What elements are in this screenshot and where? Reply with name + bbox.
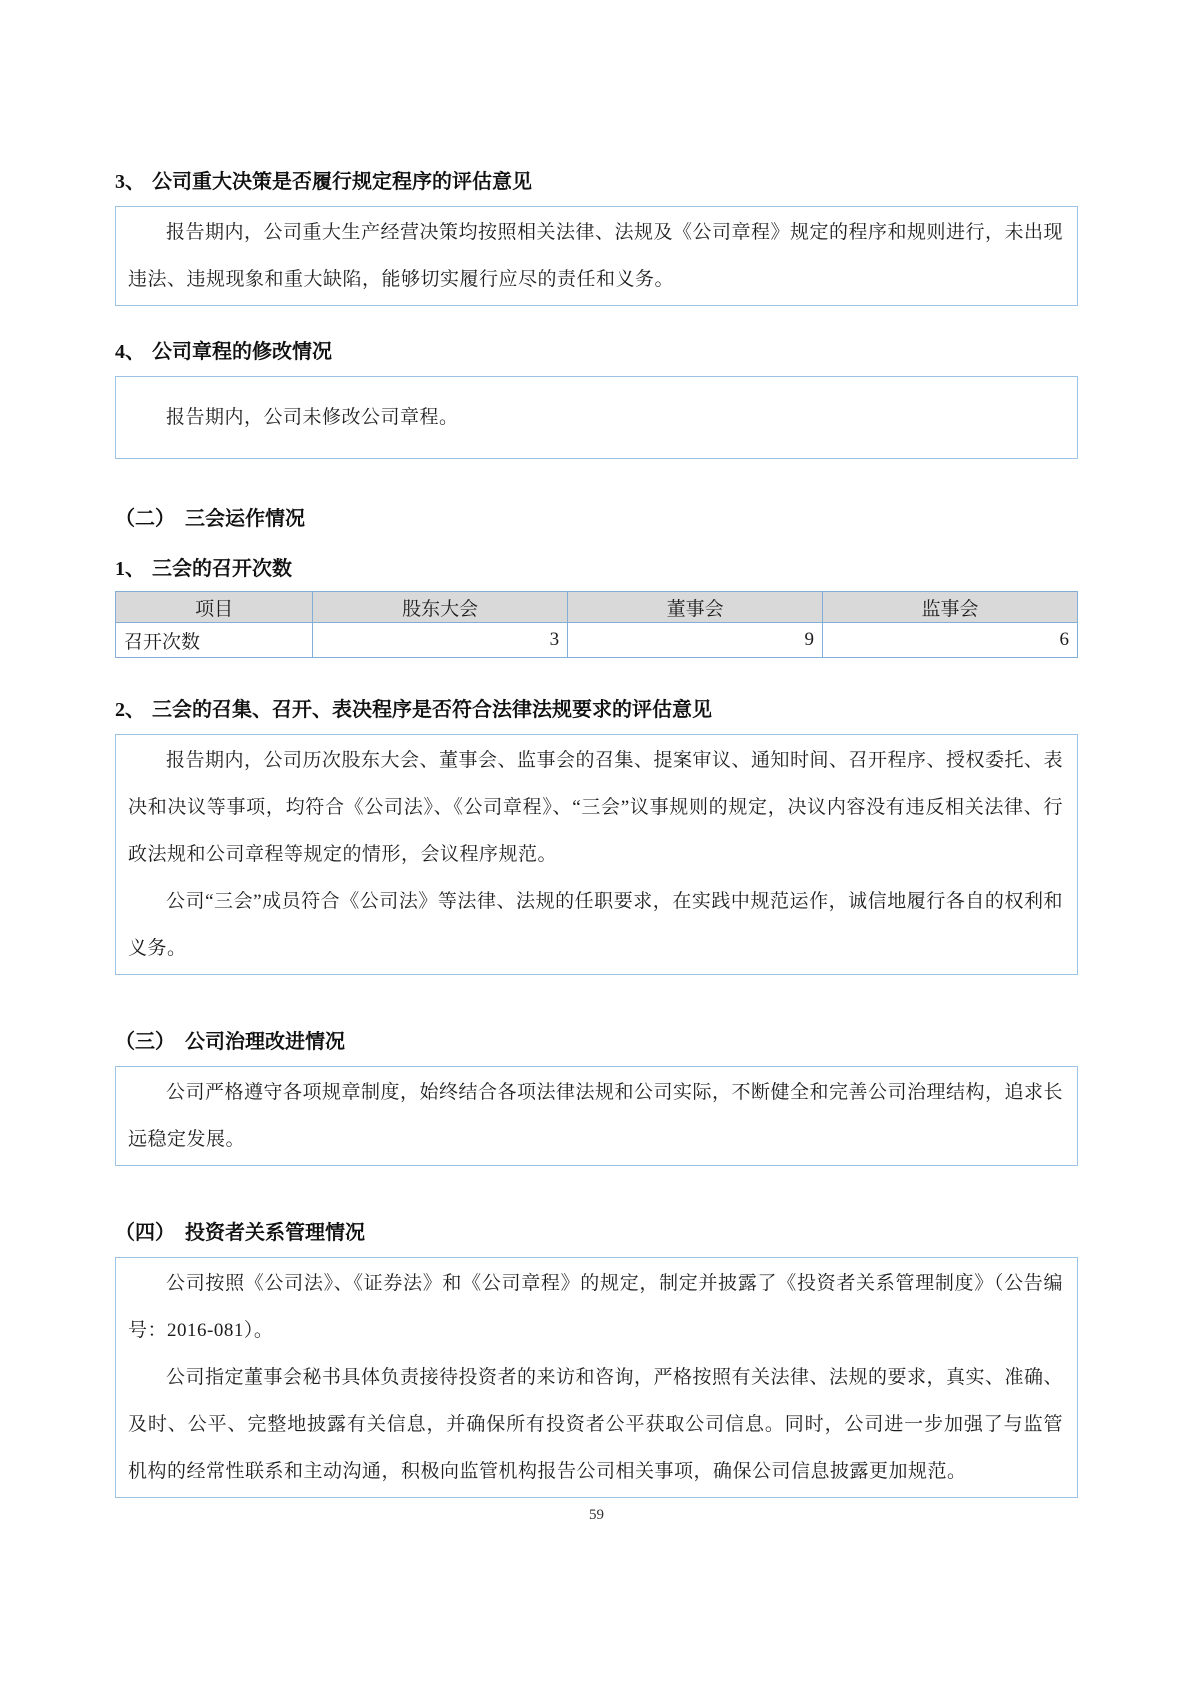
heading-title: 三会的召开次数	[152, 558, 292, 580]
heading-meeting-counts	[115, 555, 1078, 583]
textbox-charter-amendment	[115, 376, 1078, 459]
textbox-meeting-procedures	[115, 734, 1078, 975]
heading-meeting-procedures	[115, 696, 1078, 724]
table-header-row	[116, 592, 1078, 623]
table-header-supervisory: 监事会	[823, 592, 1078, 623]
table-cell-board-count: 9	[568, 623, 823, 658]
table-row	[116, 623, 1078, 658]
meeting-counts-table	[115, 591, 1078, 658]
paragraph: 公司指定董事会秘书具体负责接待投资者的来访和咨询，严格按照有关法律、法规的要求，真实、准确、及时、公平、完整地披露有关信息，并确保所有投资者公平获取公司信息。同时，公司进一步加强了与监管机构的经常性联系和主动沟通，积极向监管机构报告公司相关事项，确保公司信息披露更加规范。	[128, 1367, 1064, 1482]
heading-number: 2、	[115, 699, 145, 721]
page-number: 59	[589, 1507, 604, 1523]
table-cell-supervisory-count: 6	[823, 623, 1078, 658]
paragraph: 报告期内，公司未修改公司章程。	[166, 407, 459, 428]
heading-title: 三会的召集、召开、表决程序是否符合法律法规要求的评估意见	[152, 699, 712, 721]
textbox-governance-improvement	[115, 1066, 1078, 1166]
paragraph: 公司按照《公司法》、《证券法》和《公司章程》的规定，制定并披露了《投资者关系管理制度》（公告编号：2016-081）。	[128, 1273, 1063, 1341]
heading-charter-amendment	[115, 338, 1078, 366]
table-header-item: 项目	[116, 592, 313, 623]
textbox-major-decisions	[115, 206, 1078, 306]
paragraph: 公司“三会”成员符合《公司法》等法律、法规的任职要求，在实践中规范运作，诚信地履行各自的权利和义务。	[128, 891, 1063, 959]
heading-title: 公司重大决策是否履行规定程序的评估意见	[152, 171, 532, 193]
heading-investor-relations	[115, 1219, 1078, 1247]
heading-number: （四）	[115, 1222, 175, 1244]
heading-number: 3、	[115, 171, 145, 193]
table-cell-label: 召开次数	[116, 623, 313, 658]
heading-number: （三）	[115, 1031, 175, 1053]
paragraph: 报告期内，公司重大生产经营决策均按照相关法律、法规及《公司章程》规定的程序和规则进行，未出现违法、违规现象和重大缺陷，能够切实履行应尽的责任和义务。	[128, 222, 1064, 290]
heading-major-decisions	[115, 168, 1078, 196]
heading-number: 4、	[115, 341, 145, 363]
heading-title: 公司治理改进情况	[185, 1031, 345, 1053]
paragraph: 报告期内，公司历次股东大会、董事会、监事会的召集、提案审议、通知时间、召开程序、授权委托、表决和决议等事项，均符合《公司法》、《公司章程》、“三会”议事规则的规定，决议内容没有违反相关法律、行政法规和公司章程等规定的情形，会议程序规范。	[128, 750, 1064, 865]
heading-governance-improvement	[115, 1028, 1078, 1056]
table-cell-shareholder-count: 3	[313, 623, 568, 658]
heading-three-meetings	[115, 505, 1078, 533]
heading-number: 1、	[115, 558, 145, 580]
table-header-shareholder-meeting: 股东大会	[313, 592, 568, 623]
heading-title: 投资者关系管理情况	[185, 1222, 365, 1244]
paragraph: 公司严格遵守各项规章制度，始终结合各项法律法规和公司实际，不断健全和完善公司治理结构，追求长远稳定发展。	[128, 1082, 1064, 1150]
heading-title: 公司章程的修改情况	[152, 341, 332, 363]
heading-number: （二）	[115, 508, 175, 530]
textbox-investor-relations	[115, 1257, 1078, 1498]
table-header-board: 董事会	[568, 592, 823, 623]
heading-title: 三会运作情况	[185, 508, 305, 530]
